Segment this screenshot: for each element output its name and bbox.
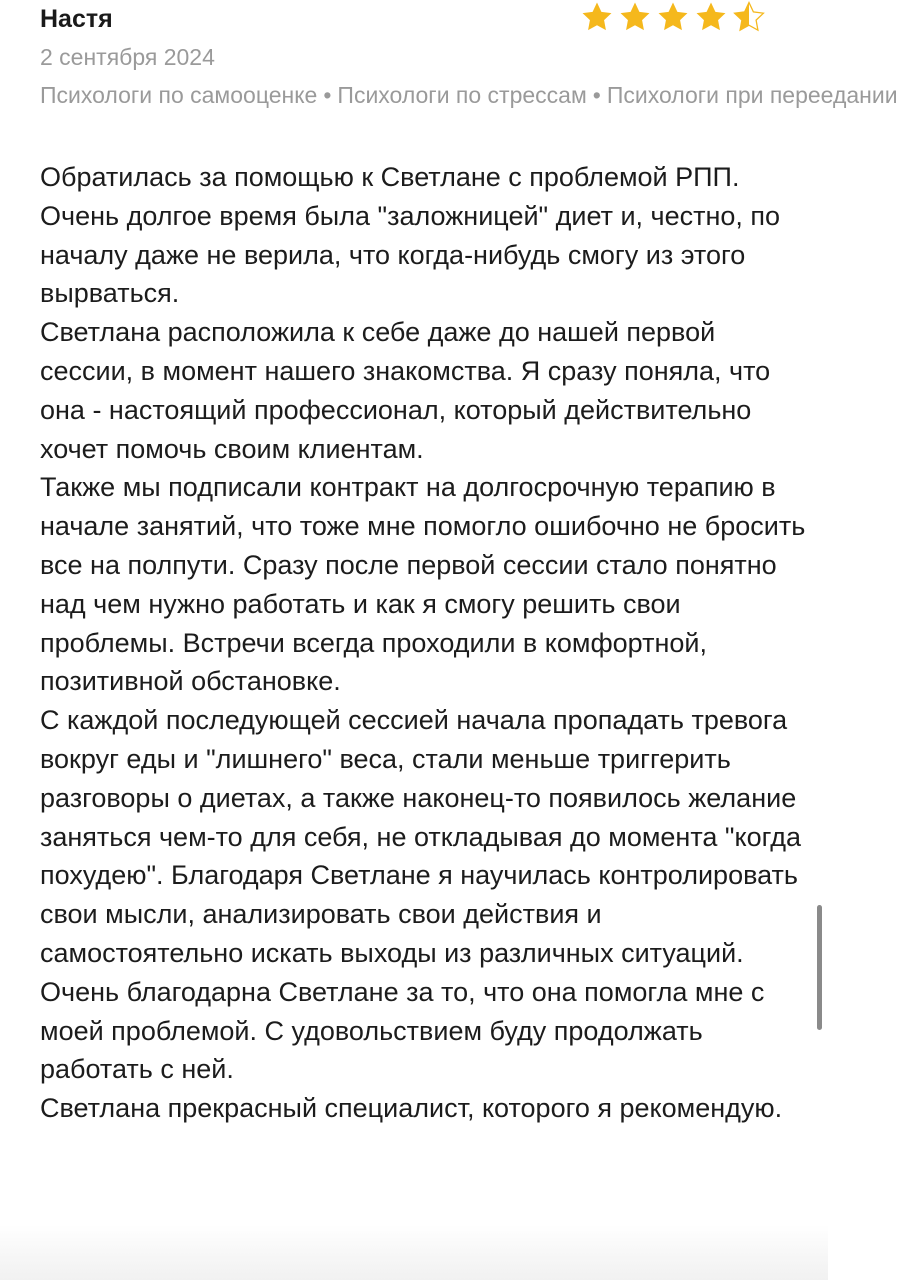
star-full-icon <box>694 0 728 34</box>
star-full-icon <box>618 0 652 34</box>
tag-link[interactable]: Психологи по самооценке <box>40 82 318 108</box>
review-paragraph: Также мы подписали контракт на долгосрочную терапию в начале занятий, что тоже мне помогло ошибочно не бросить все на полпути. Сразу после первой сессии стало понятно над чем нужно работать и как я смогу решить свои проблемы. Встречи всегда проходили в комфортной, позитивной обстановке. <box>40 472 806 697</box>
review-tags <box>40 77 898 114</box>
bottom-fade-overlay <box>0 1225 828 1280</box>
tag-separator: • <box>323 82 332 108</box>
rating-stars <box>580 0 766 34</box>
review-text <box>40 158 810 1128</box>
star-full-icon <box>656 0 690 34</box>
review-paragraph: Светлана расположила к себе даже до нашей первой сессии, в момент нашего знакомства. Я сразу поняла, что она - настоящий профессионал, который действительно хочет помочь своим клиентам. <box>40 317 771 464</box>
tag-link[interactable]: Психологи при переедании <box>606 82 898 108</box>
review-paragraph: Светлана прекрасный специалист, которого я рекомендую. <box>40 1093 783 1124</box>
tag-separator: • <box>592 82 601 108</box>
review-paragraph: Очень благодарна Светлане за то, что она помогла мне с моей проблемой. С удовольствием буду продолжать работать с ней. <box>40 976 765 1085</box>
review-author-name: Настя <box>40 5 113 33</box>
review-date: 2 сентября 2024 <box>40 44 215 70</box>
scrollbar-thumb[interactable] <box>817 905 822 1030</box>
review-paragraph: Обратилась за помощью к Светлане с проблемой РПП. Очень долгое время была "заложницей" диет и, честно, по началу даже не верила, что когда-нибудь смогу из этого вырваться. <box>40 162 781 309</box>
star-half-icon <box>732 0 766 34</box>
star-full-icon <box>580 0 614 34</box>
tag-link[interactable]: Психологи по стрессам <box>337 82 587 108</box>
review-paragraph: С каждой последующей сессией начала пропадать тревога вокруг еды и "лишнего" веса, стали меньше триггерить разговоры о диетах, а также наконец-то появилось желание заняться чем-то для себя, не откладывая до момента "когда похудею". Благодаря Светлане я научилась контролировать свои мысли, анализировать свои действия и самостоятельно искать выходы из различных ситуаций. <box>40 705 802 968</box>
